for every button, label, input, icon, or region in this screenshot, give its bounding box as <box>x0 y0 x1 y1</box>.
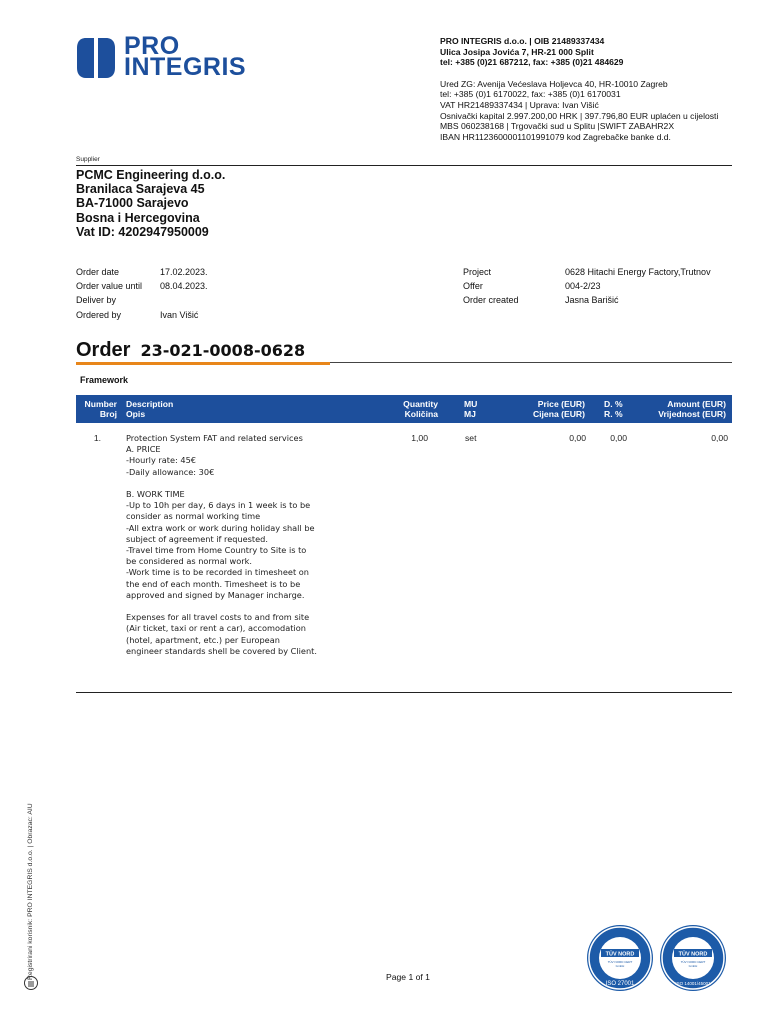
project-label: Project <box>463 267 492 277</box>
description-line: -Travel time from Home Country to Site is to <box>126 545 307 556</box>
order-valid-label: Order value until <box>76 281 143 292</box>
description-line: Protection System FAT and related services <box>126 433 303 443</box>
company-logo <box>76 32 266 81</box>
project-meta-labels <box>463 265 519 308</box>
description-line: subject of agreement if requested. <box>126 533 268 544</box>
item-discount: 0,00 <box>610 433 627 443</box>
col-discount: D. % R. % <box>604 399 623 419</box>
description-line: (Air ticket, taxi or rent a car), accomodation <box>126 623 306 634</box>
deliver-by-label: Deliver by <box>76 295 117 306</box>
order-number: 23-021-0008-0628 <box>140 341 306 360</box>
item-amount: 0,00 <box>711 433 728 443</box>
svg-text:TÜV NORD: TÜV NORD <box>605 951 635 958</box>
col-quantity: Quantity Količina <box>403 399 438 419</box>
description-line: A. PRICE <box>126 444 161 455</box>
title-accent-bar <box>76 362 330 365</box>
page-number: Page 1 of 1 <box>386 972 430 982</box>
description-line: -Work time is to be recorded in timesheet on <box>126 567 309 578</box>
logo-line-1: PRO <box>124 32 180 60</box>
company-line-3: tel: +385 (0)21 687212, fax: +385 (0)21 484629 <box>440 57 624 68</box>
description-line: (hotel, apartment, etc.) per European <box>126 634 280 645</box>
supplier-name: PCMC Engineering d.o.o. <box>76 168 226 182</box>
description-line: -Daily allowance: 30€ <box>126 466 215 477</box>
logo-mark-icon <box>76 36 116 80</box>
col-price: Price (EUR) Cijena (EUR) <box>532 399 585 419</box>
svg-text:ISO 14001/45001: ISO 14001/45001 <box>675 981 711 986</box>
svg-text:TÜV NORD: TÜV NORD <box>678 951 708 958</box>
description-line <box>126 478 346 489</box>
tuv-nord-iso27001-seal-icon <box>587 925 653 991</box>
company-line-4: Ured ZG: Avenija Većeslava Holjevca 40, HR-10010 Zagreb <box>440 78 668 89</box>
supplier-vat: Vat ID: 4202947950009 <box>76 224 209 239</box>
item-price: 0,00 <box>569 433 586 443</box>
company-line-9: IBAN HR1123600001101991079 kod Zagrebačke banke d.d. <box>440 131 671 142</box>
company-line-8: MBS 060238168 | Trgovački sud u Splitu |SWIFT ZABAHR2X <box>440 121 675 132</box>
supplier-divider <box>76 165 732 166</box>
supplier-country: Bosna i Hercegovina <box>76 210 200 225</box>
order-date-value: 17.02.2023. <box>160 267 208 277</box>
menu-icon[interactable] <box>24 976 38 990</box>
description-line: the end of each month. Timesheet is to be <box>126 578 301 589</box>
order-title <box>76 339 305 362</box>
order-valid-value: 08.04.2023. <box>160 281 208 292</box>
description-line: approved and signed by Manager incharge. <box>126 589 305 600</box>
company-line-1: PRO INTEGRIS d.o.o. | OIB 21489337434 <box>440 36 605 46</box>
order-created-value: Jasna Barišić <box>565 295 619 306</box>
description-line: engineer standards shell be covered by Client. <box>126 645 317 656</box>
project-meta-values <box>565 265 711 308</box>
logo-line-2: INTEGRIS <box>124 53 247 81</box>
description-line: -Hourly rate: 45€ <box>126 455 197 466</box>
col-number: Number Broj <box>84 399 117 419</box>
item-number: 1. <box>93 433 101 443</box>
description-line: be considered as normal work. <box>126 556 252 567</box>
company-line-6: VAT HR21489337434 | Uprava: Ivan Višić <box>440 99 599 110</box>
section-title: Framework <box>80 375 129 385</box>
item-unit: set <box>465 433 477 443</box>
svg-text:GmbH: GmbH <box>615 964 625 968</box>
description-line: B. WORK TIME <box>126 489 185 499</box>
description-line: -Up to 10h per day, 6 days in 1 week is to be <box>126 500 311 511</box>
deliver-by-value <box>160 293 208 307</box>
description-line: consider as normal working time <box>126 511 261 522</box>
ordered-by-label: Ordered by <box>76 309 122 320</box>
item-description <box>126 433 346 657</box>
company-info <box>440 36 760 142</box>
table-header <box>76 395 732 423</box>
description-line <box>126 601 346 612</box>
col-mu: MU MJ <box>464 399 478 419</box>
order-meta-labels <box>76 265 142 322</box>
supplier-city: BA-71000 Sarajevo <box>76 196 189 211</box>
order-date-label: Order date <box>76 267 120 277</box>
table-bottom-divider <box>76 692 732 693</box>
ordered-by-value: Ivan Višić <box>160 309 199 320</box>
col-amount: Amount (EUR) Vrijednost (EUR) <box>658 399 726 419</box>
item-quantity: 1,00 <box>411 433 428 443</box>
company-line-5: tel: +385 (0)1 6170022, fax: +385 (0)1 6170031 <box>440 89 621 100</box>
description-line: -All extra work or work during holiday shall be <box>126 522 315 533</box>
offer-label: Offer <box>463 281 483 292</box>
order-created-label: Order created <box>463 295 519 306</box>
supplier-street: Branilaca Sarajeva 45 <box>76 182 205 197</box>
order-word: Order <box>76 339 131 361</box>
registered-user-note: Registrirani korisnik: PRO INTEGRIS d.o.o. | Obrazac: AIU <box>27 803 34 980</box>
col-description: Description Opis <box>126 399 174 419</box>
project-value: 0628 Hitachi Energy Factory,Trutnov <box>565 267 711 277</box>
supplier-label: Supplier <box>76 156 100 163</box>
svg-text:GmbH: GmbH <box>688 964 698 968</box>
company-line-7: Osnivački kapital 2.997.200,00 HRK | 397.796,80 EUR uplaćen u cijelosti <box>440 110 719 121</box>
svg-text:TÜV NORD CERT: TÜV NORD CERT <box>680 960 706 964</box>
tuv-nord-iso-multi-seal-icon <box>660 925 726 991</box>
supplier-block <box>76 168 225 239</box>
svg-text:ISO 27001: ISO 27001 <box>605 981 635 987</box>
company-line-2: Ulica Josipa Jovića 7, HR-21 000 Split <box>440 46 594 57</box>
offer-value: 004-2/23 <box>565 281 601 292</box>
description-line: Expenses for all travel costs to and from site <box>126 612 310 623</box>
svg-text:TÜV NORD CERT: TÜV NORD CERT <box>607 960 633 964</box>
order-meta-values <box>160 265 208 322</box>
